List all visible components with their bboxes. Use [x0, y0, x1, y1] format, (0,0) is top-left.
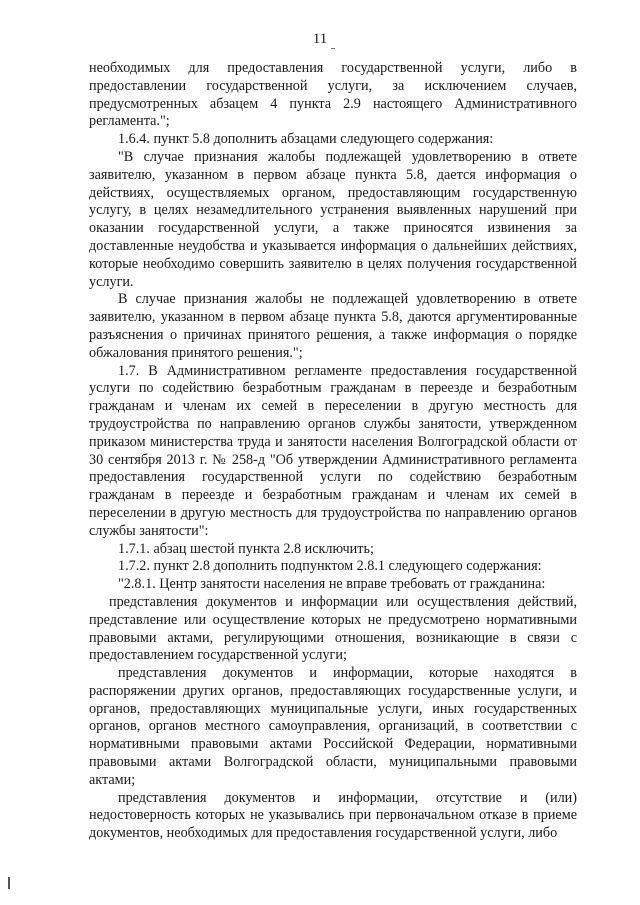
paragraph-requirement-2: представления документов и информации, которые находятся в распоряжении других органов, предоставляющих государственные услуги, и органов, предоставляющих муниципальные услуги, иных государственных органов, органов местного самоуправления, организаций, в соответствии с нормативными правовыми актами Российской Федерации, нормативными правовыми актами Волгоградской области, муниципальными правовыми актами;: [89, 665, 577, 788]
paragraph-continuation: необходимых для предоставления государственной услуги, либо в предоставлении государственной услуги, за исключением случаев, предусмотренных абзацем 4 пункта 2.9 настоящего Административного регламента.";: [89, 60, 577, 130]
paragraph-complaint-satisfied: "В случае признания жалобы подлежащей удовлетворению в ответе заявителю, указанном в первом абзаце пункта 5.8, дается информация о действиях, осуществляемых органом, предоставляющим государственную услугу, в целях незамедлительного устранения выявленных нарушений при оказании государственной услуги, а также приносятся извинения за доставленные неудобства и указывается информация о дальнейших действиях, которые необходимо совершить заявителю в целях получения государственной услуги.: [89, 148, 577, 290]
paragraph-1-7: 1.7. В Административном регламенте предоставления государственной услуги по содействию безработным гражданам в переезде и безработным гражданам и членам их семей в переселении в другую местность для трудоустройства по направлению органов службы занятости, утвержденном приказом министерства труда и занятости населения Волгоградской области от 30 сентября 2013 г. № 258-д "Об утверждении Административного регламента предоставления государственной услуги по содействию безработным гражданам в переезде и безработным гражданам и членам их семей в переселении в другую местность для трудоустройства по направлению органов службы занятости":: [89, 362, 577, 539]
page-number: 11: [312, 31, 328, 47]
scan-artifact: [8, 877, 10, 889]
paragraph-1-7-2: 1.7.2. пункт 2.8 дополнить подпунктом 2.8.1 следующего содержания:: [118, 558, 542, 575]
paragraph-1-6-4: 1.6.4. пункт 5.8 дополнить абзацами следующего содержания:: [118, 131, 494, 148]
paragraph-complaint-rejected: В случае признания жалобы не подлежащей удовлетворению в ответе заявителю, указанном в первом абзаце пункта 5.8, даются аргументированные разъяснения о причинах принятого решения, а также информация о порядке обжалования принятого решения.";: [89, 291, 577, 361]
document-body: [89, 60, 577, 843]
paragraph-requirement-1: представления документов и информации или осуществления действий, представление или осуществление которых не предусмотрено нормативными правовыми актами, регулирующими отношения, возникающие в связи с предоставлением государственной услуги;: [89, 593, 577, 664]
paragraph-requirement-3: представления документов и информации, отсутствие и (или) недостоверность которых не указывались при первоначальном отказе в приеме документов, необходимых для предоставления государственной услуги, либо: [89, 789, 577, 842]
scan-artifact: [331, 48, 335, 49]
paragraph-2-8-1: "2.8.1. Центр занятости населения не вправе требовать от гражданина:: [118, 576, 546, 593]
paragraph-1-7-1: 1.7.1. абзац шестой пункта 2.8 исключить;: [118, 540, 374, 557]
